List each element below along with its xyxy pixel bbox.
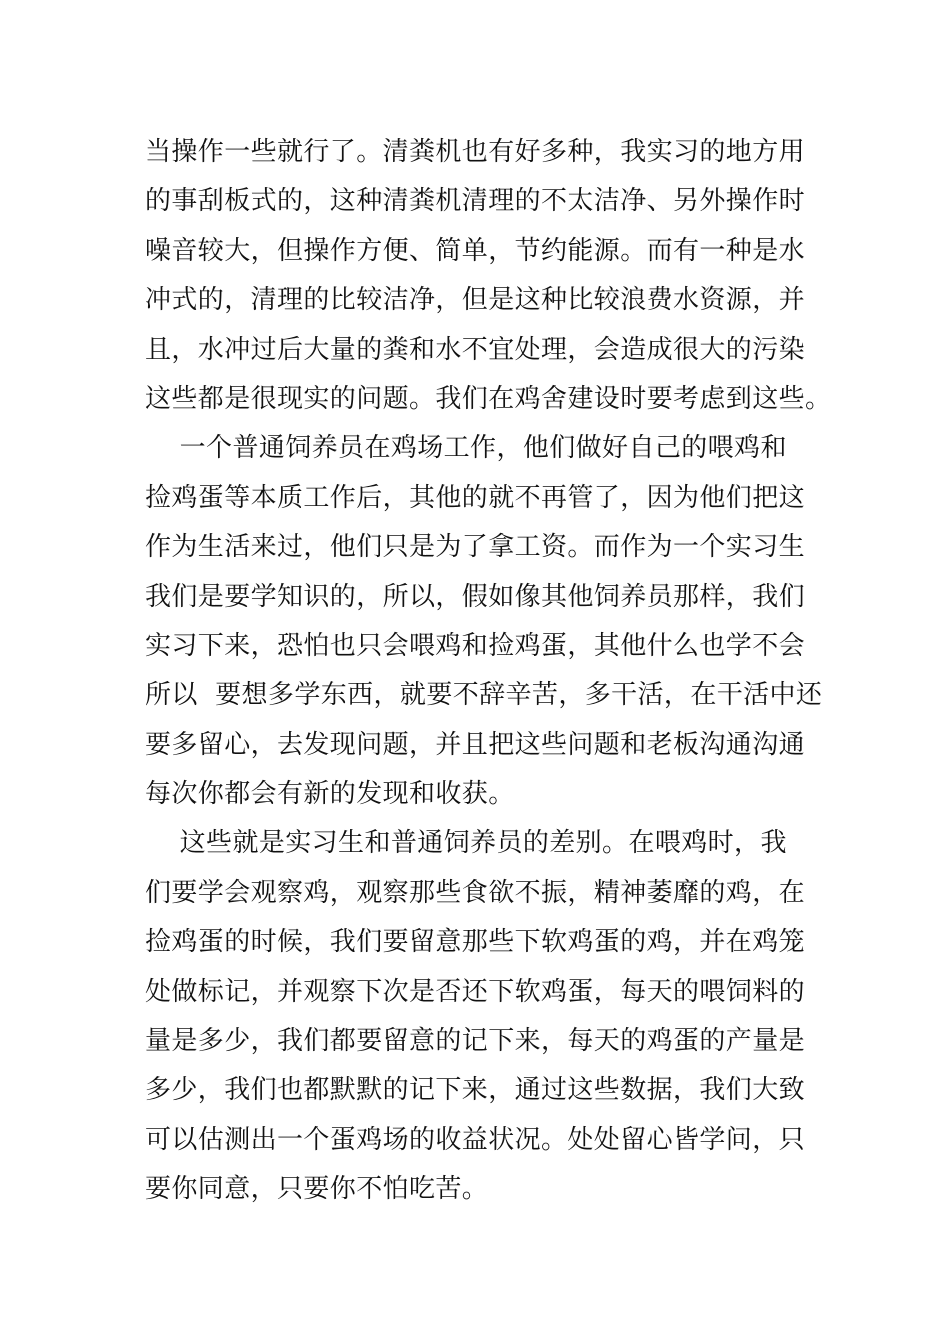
- text-line: 当操作一些就行了。清粪机也有好多种，我实习的地方用: [145, 137, 806, 167]
- paragraph-3: [145, 819, 815, 1214]
- text-line: 每次你都会有新的发现和收获。: [145, 779, 515, 810]
- text-line: 噪音较大，但操作方便、简单，节约能源。而有一种是水: [145, 235, 806, 266]
- text-line: 量是多少，我们都要留意的记下来，每天的鸡蛋的产量是: [145, 1026, 806, 1057]
- text-line: 处做标记，并观察下次是否还下软鸡蛋，每天的喂饲料的: [145, 976, 806, 1007]
- text-line: 们要学会观察鸡，观察那些食欲不振，精神萎靡的鸡，在: [145, 877, 806, 908]
- text-line: 这些都是很现实的问题。我们在鸡舍建设时要考虑到这些。: [145, 383, 832, 414]
- body-text: [145, 128, 832, 1215]
- paragraph-2: [145, 424, 823, 819]
- text-line: 捡鸡蛋的时候，我们要留意那些下软鸡蛋的鸡，并在鸡笼: [145, 927, 806, 958]
- text-line: 实习下来，恐怕也只会喂鸡和捡鸡蛋，其他什么也学不会: [145, 630, 806, 661]
- text-line: 冲式的，清理的比较洁净，但是这种比较浪费水资源，并: [145, 285, 806, 316]
- text-line: 要你同意，只要你不怕吃苦。: [145, 1174, 489, 1205]
- text-line: 多少，我们也都默默的记下来，通过这些数据，我们大致: [145, 1075, 806, 1106]
- text-line: 一个普通饲养员在鸡场工作，他们做好自己的喂鸡和: [145, 433, 787, 464]
- text-line: 且，水冲过后大量的粪和水不宜处理，会造成很大的污染: [145, 334, 806, 365]
- text-line: 可以估测出一个蛋鸡场的收益状况。处处留心皆学问，只: [145, 1124, 806, 1155]
- paragraph-1: [145, 128, 832, 424]
- text-line: 我们是要学知识的，所以，假如像其他饲养员那样，我们: [145, 581, 806, 612]
- text-line: 的事刮板式的，这种清粪机清理的不太洁净、另外操作时: [145, 186, 806, 217]
- text-line: 捡鸡蛋等本质工作后，其他的就不再管了，因为他们把这: [145, 482, 806, 513]
- text-line: 要多留心，去发现问题，并且把这些问题和老板沟通沟通: [145, 729, 806, 760]
- text-line: 所以 要想多学东西，就要不辞辛苦，多干活，在干活中还: [145, 680, 823, 711]
- text-line: 这些就是实习生和普通饲养员的差别。在喂鸡时，我: [145, 828, 787, 859]
- text-line: 作为生活来过，他们只是为了拿工资。而作为一个实习生: [145, 532, 806, 563]
